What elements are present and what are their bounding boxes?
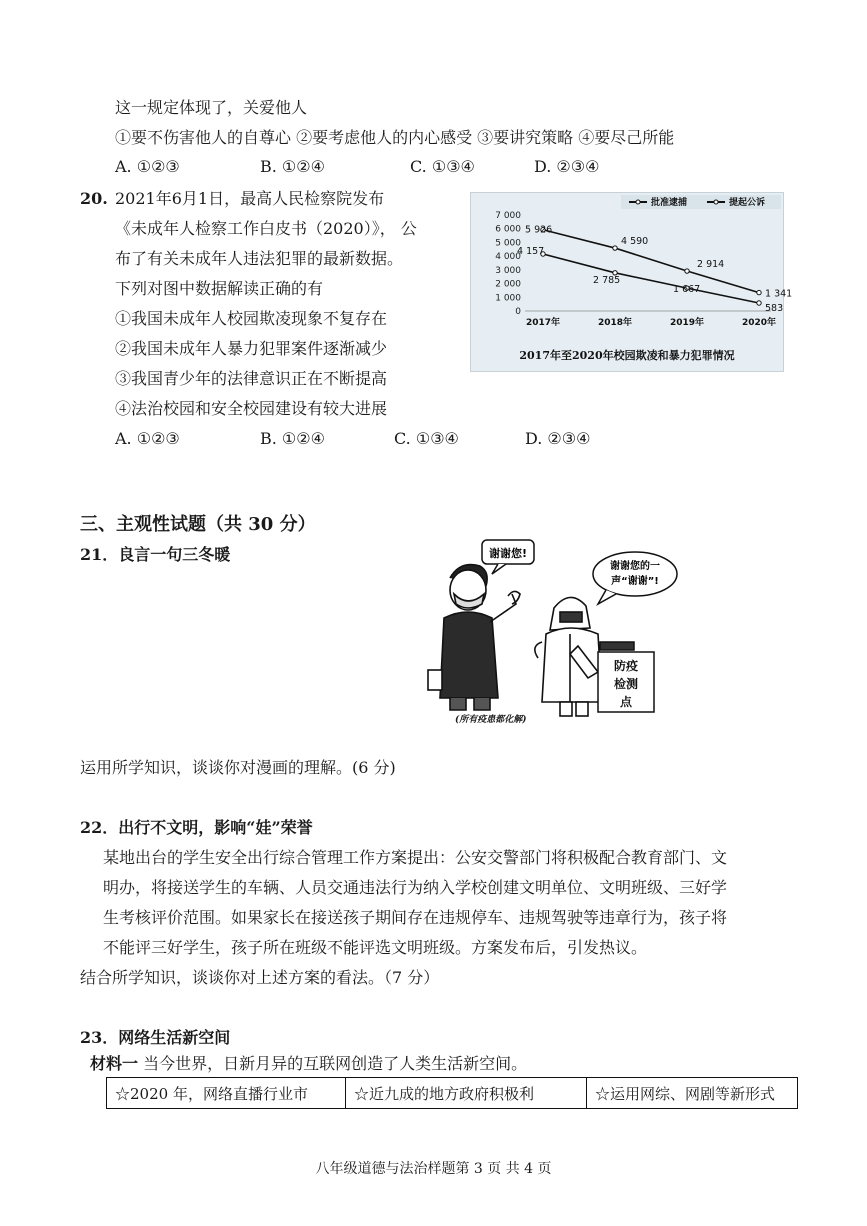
y-tick-label: 7 000 xyxy=(495,211,521,221)
y-tick-label: 5 000 xyxy=(495,238,521,249)
data-label: 4 157 xyxy=(517,245,545,257)
q20-statement-2: ②我国未成年人暴力犯罪案件逐渐减少 xyxy=(115,339,388,358)
y-tick-label: 6 000 xyxy=(495,224,521,235)
material-table-cell-2: ☆近九成的地方政府积极利 xyxy=(346,1078,587,1108)
checkpoint-sign xyxy=(598,642,654,712)
q21-title: 21．良言一句三冬暖 xyxy=(80,545,231,564)
section-3-title: 三、主观性试题（共 30 分） xyxy=(80,514,316,535)
q19-statements: ①要不伤害他人的自尊心 ②要考虑他人的内心感受 ③要讲究策略 ④要尽己所能 xyxy=(115,128,675,147)
y-tick-label: 4 000 xyxy=(495,252,521,263)
q21-prompt: 运用所学知识，谈谈你对漫画的理解。(6 分) xyxy=(80,758,396,777)
series-1-point xyxy=(757,290,761,294)
x-tick-label: 2019年 xyxy=(669,318,705,328)
q22-line-4: 不能评三好学生，孩子所在班级不能评选文明班级。方案发布后，引发热议。 xyxy=(103,938,648,957)
crime-line-chart xyxy=(471,193,793,371)
legend-marker xyxy=(636,200,640,204)
sign-text-3: 点 xyxy=(619,695,633,709)
q23-material-label: 材料一 xyxy=(90,1054,139,1073)
q20-statement-4: ④法治校园和安全校园建设有较大进展 xyxy=(115,399,388,418)
q20-option-a: A. ①②③ xyxy=(115,429,180,448)
man-figure xyxy=(428,565,520,711)
q20-statement-1: ①我国未成年人校园欺凌现象不复存在 xyxy=(115,309,388,328)
legend-label: 提起公诉 xyxy=(729,198,766,208)
y-tick-label: 2 000 xyxy=(495,279,521,290)
speech-bubble-right xyxy=(593,552,677,604)
q22-line-2: 明办，将接送学生的车辆、人员交通违法行为纳入学校创建文明单位、文明班级、三好学 xyxy=(103,878,728,897)
material-table-cell-3: ☆运用网综、网剧等新形式 xyxy=(595,1084,776,1103)
q19-option-c: C. ①③④ xyxy=(410,157,475,176)
q19-option-d: D. ②③④ xyxy=(534,157,600,176)
q23-material xyxy=(90,1053,527,1075)
data-label: 1 667 xyxy=(673,284,701,296)
q20-number: 20. xyxy=(80,189,108,208)
q20-statement-3: ③我国青少年的法律意识正在不断提高 xyxy=(115,369,388,388)
chart-legend xyxy=(621,195,781,209)
y-tick-label: 3 000 xyxy=(495,265,521,276)
material-table-cell-1: ☆2020 年，网络直播行业市 xyxy=(107,1078,346,1108)
speech-bubble-left xyxy=(482,540,534,574)
q19-option-a: A. ①②③ xyxy=(115,157,180,176)
sign-text-2: 检测 xyxy=(613,677,639,691)
bubble-right-text-2: 声“谢谢”! xyxy=(611,576,659,587)
cartoon-illustration xyxy=(420,538,690,728)
q20-option-c: C. ①③④ xyxy=(394,429,459,448)
data-label: 583 xyxy=(765,303,784,315)
data-label: 5 926 xyxy=(525,224,553,236)
q20-line-1: 2021年6月1日，最高人民检察院发布 xyxy=(115,189,385,208)
series-1-point xyxy=(685,269,689,273)
q22-prompt: 结合所学知识，谈谈你对上述方案的看法。（7 分） xyxy=(80,968,440,987)
q20-line-2: 《未成年人检察工作白皮书（2020）》， 公 xyxy=(115,219,417,238)
crime-chart-panel xyxy=(470,192,793,372)
cartoon-caption: (所有疫患都化解) xyxy=(455,715,527,725)
data-label: 1 341 xyxy=(765,288,793,300)
x-tick-label: 2020年 xyxy=(741,318,777,328)
data-label: 4 590 xyxy=(621,236,649,248)
y-tick-label: 1 000 xyxy=(495,293,521,304)
sign-text-1: 防疫 xyxy=(613,659,639,673)
data-label: 2 785 xyxy=(593,274,621,286)
x-tick-label: 2018年 xyxy=(597,318,633,328)
q19-stem: 这一规定体现了，关爱他人 xyxy=(115,98,308,117)
series-1-point xyxy=(613,246,617,250)
legend-marker xyxy=(714,200,718,204)
q20-line-4: 下列对图中数据解读正确的有 xyxy=(115,279,324,298)
data-label: 2 914 xyxy=(697,259,725,271)
q19-option-b: B. ①②④ xyxy=(260,157,325,176)
q22-title: 22．出行不文明，影响“娃”荣誉 xyxy=(80,818,313,837)
q22-line-1: 某地出台的学生安全出行综合管理工作方案提出：公安交警部门将积极配合教育部门、文 xyxy=(103,848,728,867)
chart-caption: 2017年至2020年校园欺凌和暴力犯罪情况 xyxy=(519,349,735,362)
q20-option-b: B. ①②④ xyxy=(260,429,325,448)
legend-label: 批准逮捕 xyxy=(651,198,688,208)
y-tick-label: 0 xyxy=(515,307,521,317)
material-table xyxy=(106,1077,798,1109)
q22-line-3: 生考核评价范围。如果家长在接送孩子期间存在违规停车、违规驾驶等违章行为，孩子将 xyxy=(103,908,728,927)
page-footer: 八年级道德与法治样题第 3 页 共 4 页 xyxy=(315,1161,552,1177)
q20-option-d: D. ②③④ xyxy=(525,429,591,448)
worker-figure xyxy=(535,597,602,716)
series-2-point xyxy=(757,301,761,305)
bubble-left-text: 谢谢您! xyxy=(488,547,528,560)
series-line-1 xyxy=(543,230,759,296)
q23-material-text: 当今世界，日新月异的互联网创造了人类生活新空间。 xyxy=(143,1054,528,1073)
series-line-2 xyxy=(543,254,759,303)
x-tick-label: 2017年 xyxy=(525,318,561,328)
bubble-right-text-1: 谢谢您的一 xyxy=(610,561,660,572)
q20-line-3: 布了有关未成年人违法犯罪的最新数据。 xyxy=(115,249,404,268)
q23-title: 23．网络生活新空间 xyxy=(80,1028,231,1047)
